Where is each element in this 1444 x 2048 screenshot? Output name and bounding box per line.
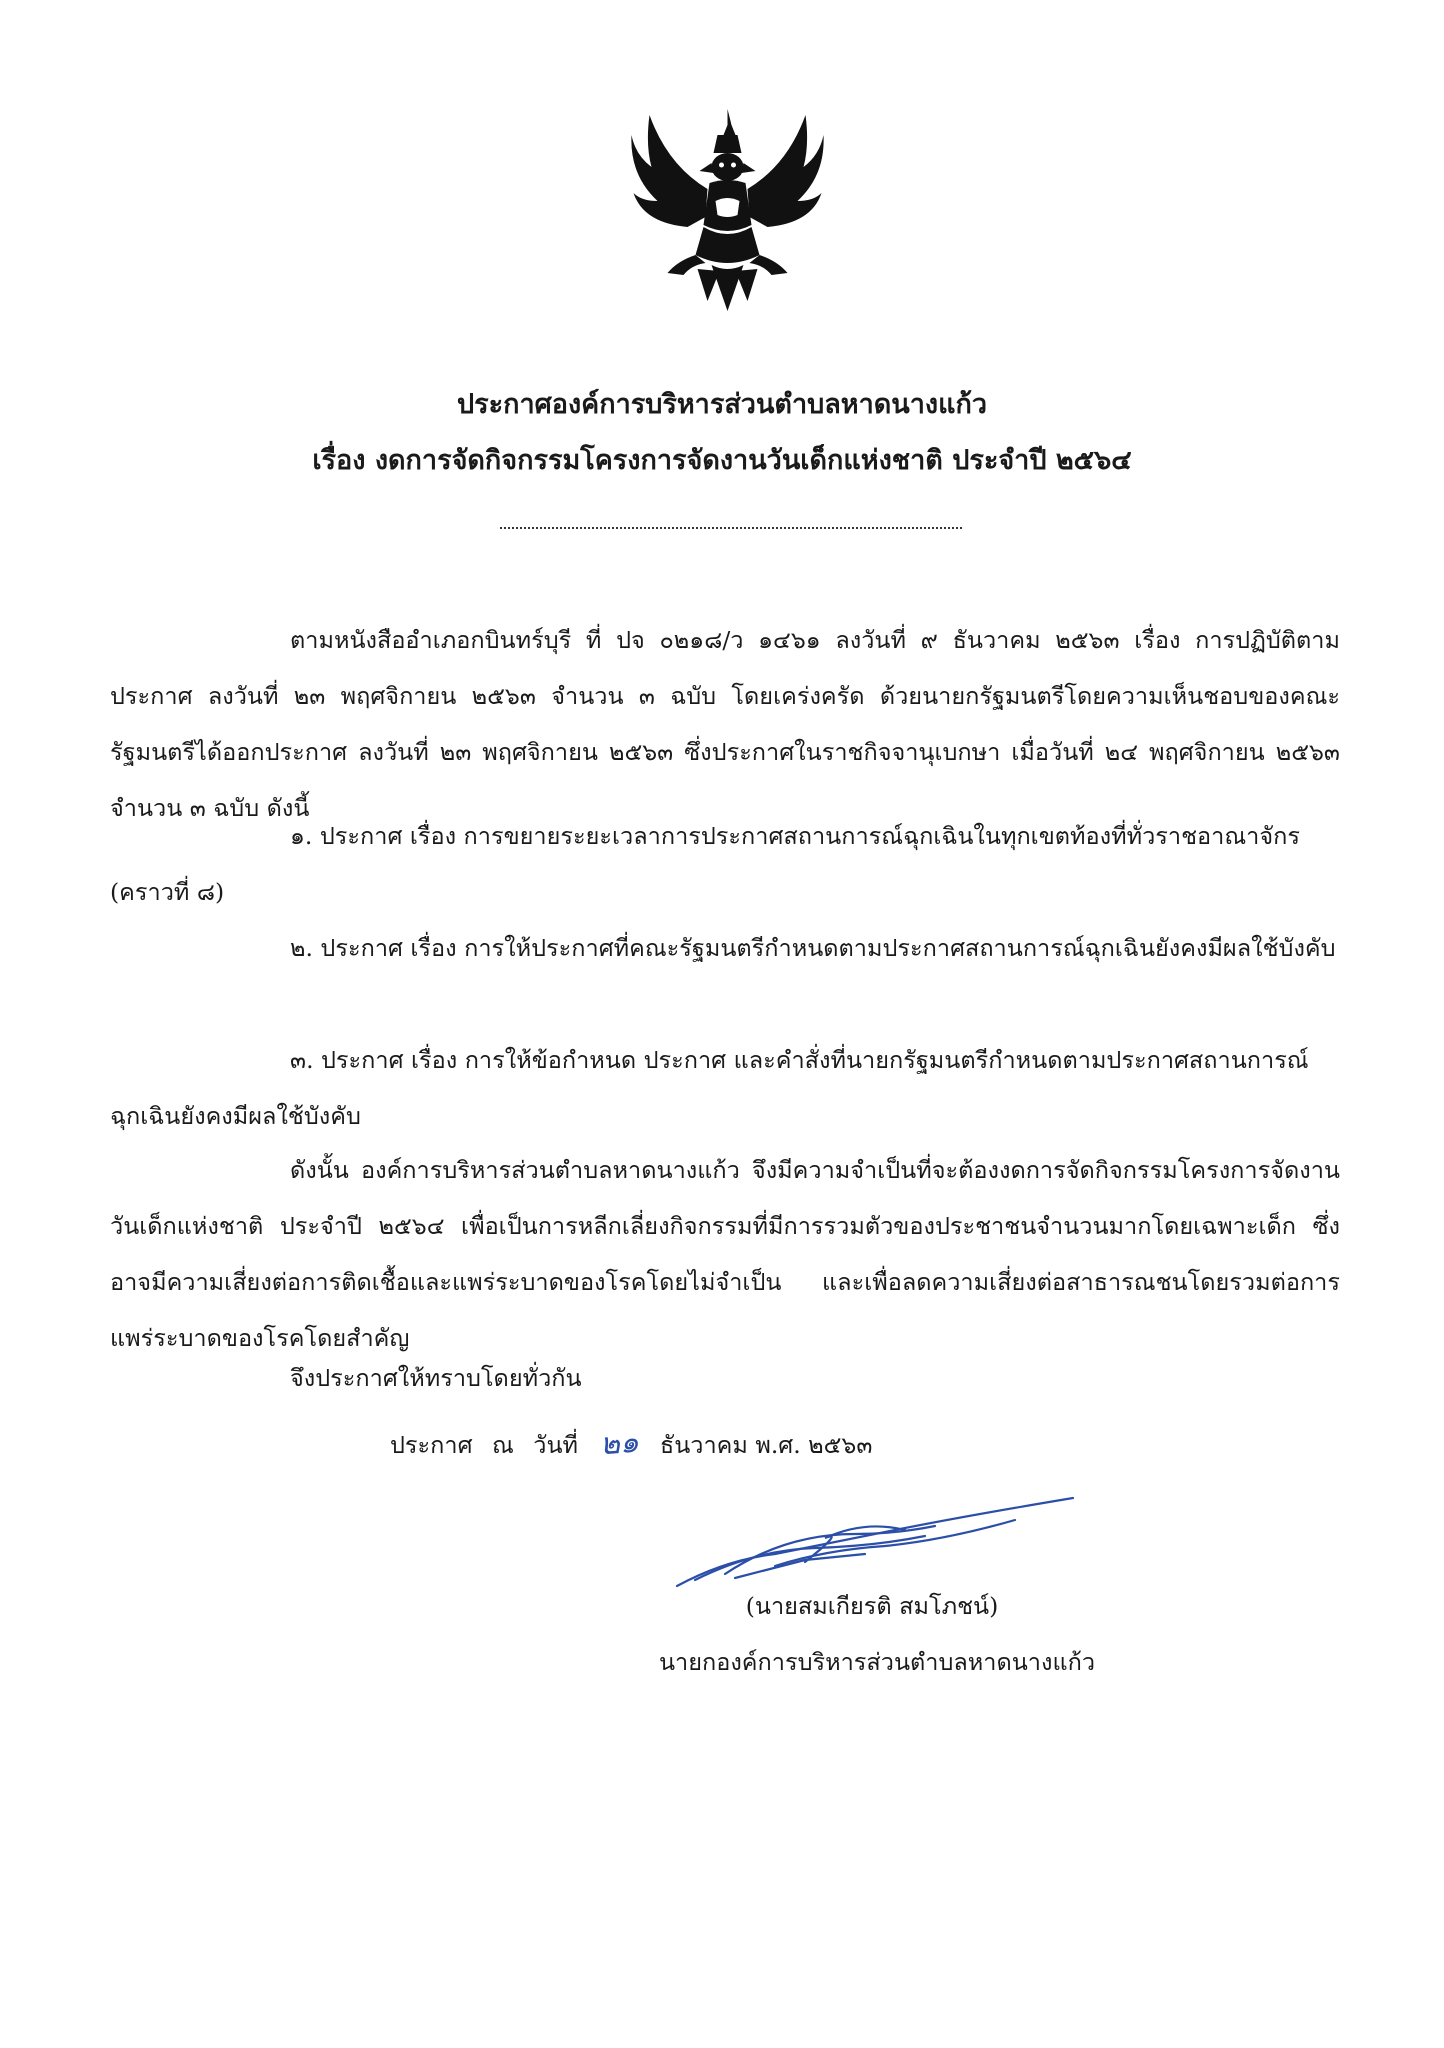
handwritten-day: ๒๑ bbox=[598, 1424, 640, 1463]
list-item-3: ๓. ประกาศ เรื่อง การให้ข้อกำหนด ประกาศ และคำสั่งที่นายกรัฐมนตรีกำหนดตามประกาศสถานการณ์ฉุกเฉินยังคงมีผลใช้บังคับ bbox=[110, 1046, 1309, 1130]
announcement-subject: เรื่อง งดการจัดกิจกรรมโครงการจัดงานวันเด็กแห่งชาติ ประจำปี ๒๕๖๔ bbox=[312, 445, 1132, 476]
list-item-1: ๑. ประกาศ เรื่อง การขยายระยะเวลาการประกาศสถานการณ์ฉุกเฉินในทุกเขตท้องที่ทั่วราชอาณาจักร (คราวที่ ๘) bbox=[110, 822, 1300, 906]
announcement-date bbox=[390, 1420, 872, 1467]
date-rest: ธันวาคม พ.ศ. ๒๕๖๓ bbox=[659, 1431, 873, 1459]
body-paragraph-1: ตามหนังสืออำเภอกบินทร์บุรี ที่ ปจ ๐๒๑๘/ว ๑๔๖๑ ลงวันที่ ๙ ธันวาคม ๒๕๖๓ เรื่อง การปฏิบัติตามประกาศ ลงวันที่ ๒๓ พฤศจิกายน ๒๕๖๓ จำนวน ๓ ฉบับ โดยเคร่งครัด ด้วยนายกรัฐมนตรีโดยความเห็นชอบของคณะรัฐมนตรีได้ออกประกาศ ลงวันที่ ๒๓ พฤศจิกายน ๒๕๖๓ ซึ่งประกาศในราชกิจจานุเบกษา เมื่อวันที่ ๒๔ พฤศจิกายน ๒๕๖๓ จำนวน ๓ ฉบับ ดังนี้ bbox=[110, 626, 1340, 822]
date-at: ณ bbox=[492, 1431, 514, 1459]
garuda-emblem-icon bbox=[625, 105, 830, 315]
closing-statement: จึงประกาศให้ทราบโดยทั่วกัน bbox=[290, 1364, 582, 1392]
list-item-2: ๒. ประกาศ เรื่อง การให้ประกาศที่คณะรัฐมนตรีกำหนดตามประกาศสถานการณ์ฉุกเฉินยังคงมีผลใช้บังคับ bbox=[290, 934, 1336, 962]
date-prefix: ประกาศ bbox=[390, 1431, 473, 1459]
date-day-label: วันที่ bbox=[533, 1431, 579, 1459]
announcement-title: ประกาศองค์การบริหารส่วนตำบลหาดนางแก้ว bbox=[456, 389, 988, 420]
signature-mark bbox=[665, 1490, 1085, 1600]
signer-title: นายกองค์การบริหารส่วนตำบลหาดนางแก้ว bbox=[658, 1648, 1096, 1676]
dotted-divider bbox=[500, 525, 962, 529]
signer-name: (นายสมเกียรติ สมโภชน์) bbox=[745, 1592, 999, 1620]
body-paragraph-2: ดังนั้น องค์การบริหารส่วนตำบลหาดนางแก้ว จึงมีความจำเป็นที่จะต้องงดการจัดกิจกรรมโครงการจัดงานวันเด็กแห่งชาติ ประจำปี ๒๕๖๔ เพื่อเป็นการหลีกเลี่ยงกิจกรรมที่มีการรวมตัวของประชาชนจำนวนมากโดยเฉพาะเด็ก ซึ่งอาจมีความเสี่ยงต่อการติดเชื้อและแพร่ระบาดของโรคโดยไม่จำเป็น และเพื่อลดความเสี่ยงต่อสาธารณชนโดยรวมต่อการแพร่ระบาดของโรคโดยสำคัญ bbox=[110, 1156, 1340, 1352]
